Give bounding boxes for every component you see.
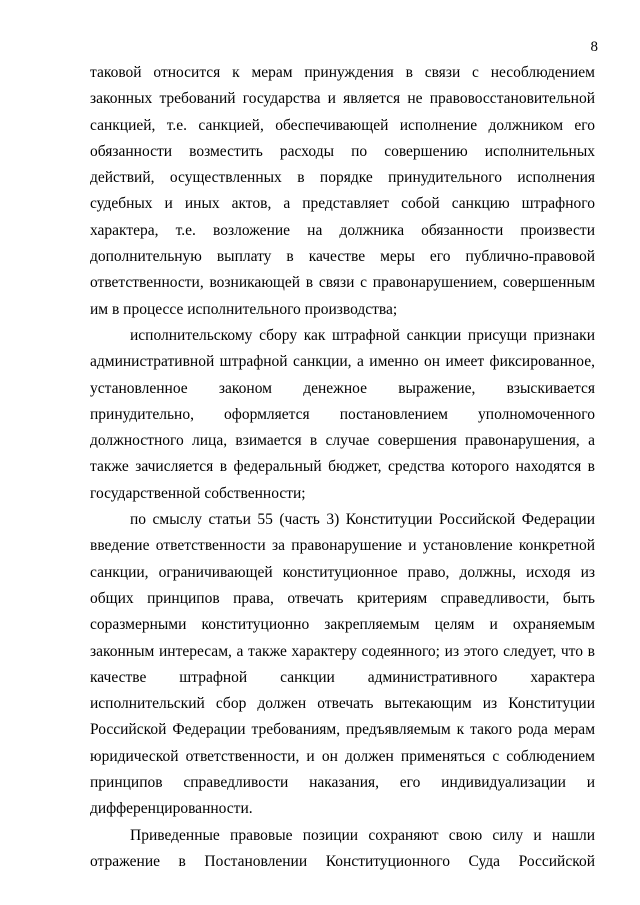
text-line: по смыслу статьи 55 (часть 3) Конституции Российской Федерации [130, 511, 595, 529]
text-line: Приведенные правовые позиции сохраняют свою силу и нашли [130, 826, 595, 844]
text-line: качестве штрафной санкции административного характера [90, 668, 595, 686]
document-body [90, 60, 595, 875]
text-line: дифференцированности. [90, 800, 253, 818]
text-line: административной штрафной санкции, а именно он имеет фиксированное, [90, 353, 595, 371]
text-line: законным интересам, а также характеру содеянного; из этого следует, что в [90, 642, 595, 660]
paragraph-2 [90, 323, 595, 507]
text-line: введение ответственности за правонарушение и установление конкретной [90, 537, 595, 555]
text-line: судебных и иных актов, а представляет собой санкцию штрафного [90, 195, 595, 213]
text-line: Российской Федерации требованиям, предъявляемым к такого рода мерам [90, 721, 595, 739]
text-line: государственной собственности; [90, 484, 306, 502]
text-line: также зачисляется в федеральный бюджет, средства которого находятся в [90, 458, 595, 476]
text-line: им в процессе исполнительного производства; [90, 300, 398, 318]
text-line: дополнительную выплату в качестве меры его публично-правовой [90, 248, 595, 266]
text-line: установленное законом денежное выражение, взыскивается [90, 379, 595, 397]
text-line: санкции, ограничивающей конституционное право, должны, исходя из [90, 563, 595, 581]
text-line: санкцией, т.е. санкцией, обеспечивающей исполнение должником его [90, 116, 595, 134]
text-line: исполнительский сбор должен отвечать вытекающим из Конституции [90, 695, 595, 713]
text-line: характера, т.е. возложение на должника обязанности произвести [90, 221, 595, 239]
text-line: принципов справедливости наказания, его индивидуализации и [90, 774, 595, 792]
text-line: юридической ответственности, и он должен применяться с соблюдением [90, 747, 595, 765]
text-line: ответственности, возникающей в связи с правонарушением, совершенным [90, 274, 595, 292]
text-line: общих принципов права, отвечать критериям справедливости, быть [90, 589, 595, 607]
text-line: обязанности возместить расходы по совершению исполнительных [90, 142, 595, 160]
text-line: отражение в Постановлении Конституционного Суда Российской [90, 852, 595, 870]
text-line: исполнительскому сбору как штрафной санкции присущи признаки [130, 326, 595, 344]
paragraph-3 [90, 507, 595, 823]
text-line: соразмерными конституционно закрепляемым целям и охраняемым [90, 616, 595, 634]
text-line: законных требований государства и является не правовосстановительной [90, 90, 595, 108]
text-line: принудительно, оформляется постановлением уполномоченного [90, 405, 595, 423]
paragraph-4 [90, 823, 595, 876]
text-line: действий, осуществленных в порядке принудительного исполнения [90, 169, 595, 187]
text-line: должностного лица, взимается в случае совершения правонарушения, а [90, 432, 595, 450]
text-line: таковой относится к мерам принуждения в связи с несоблюдением [90, 64, 595, 81]
paragraph-1 [90, 60, 595, 323]
page-number: 8 [590, 39, 598, 55]
